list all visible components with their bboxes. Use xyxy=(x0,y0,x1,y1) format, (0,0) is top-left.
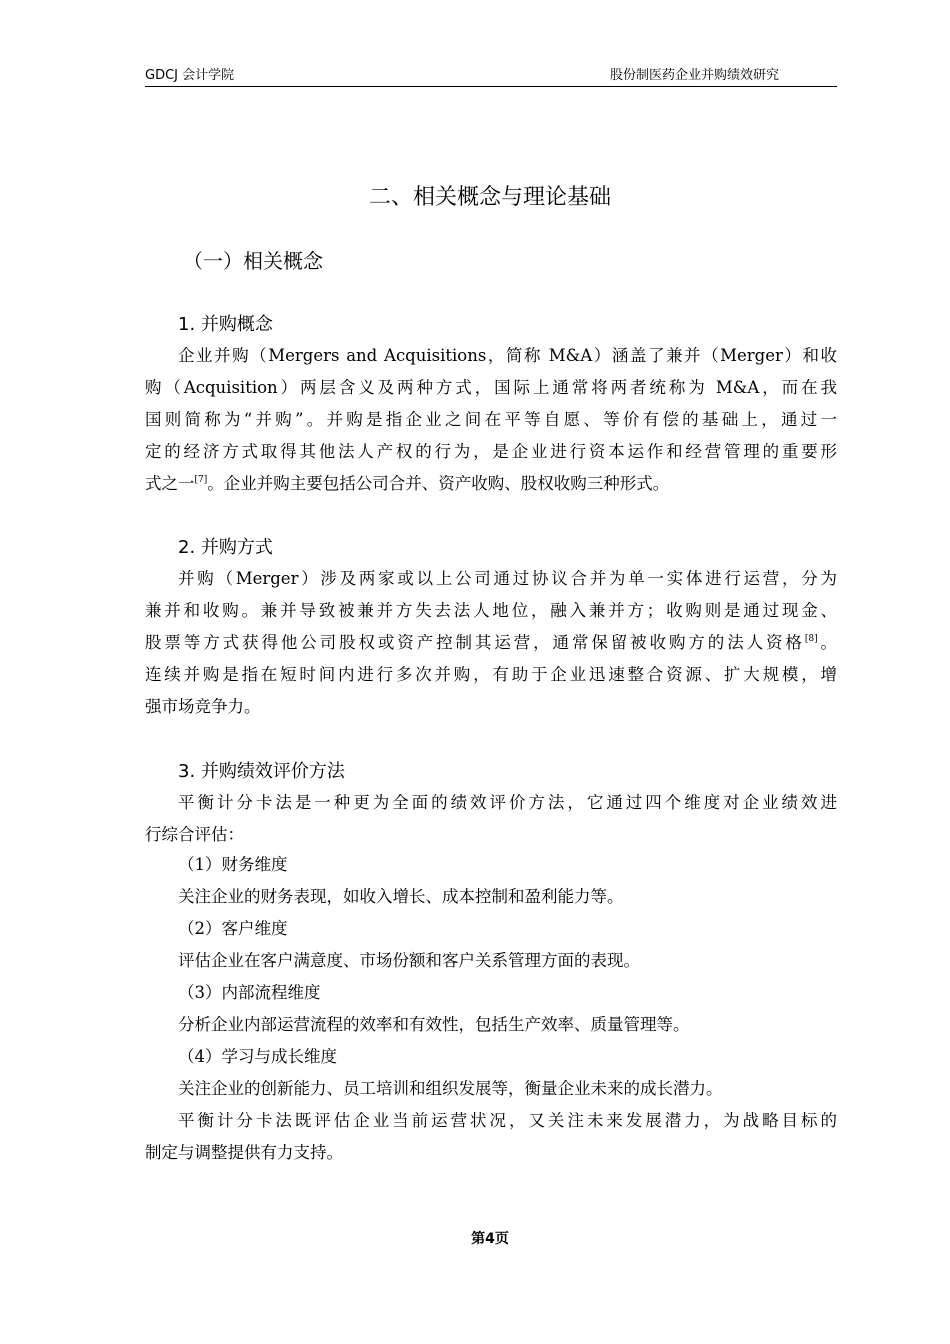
paragraph-merger-concept xyxy=(145,340,837,500)
dimension-desc: 关注企业的创新能力、员工培训和组织发展等，衡量企业未来的成长潜力。 xyxy=(178,1079,723,1098)
dimension-desc: 关注企业的财务表现，如收入增长、成本控制和盈利能力等。 xyxy=(178,887,624,906)
paragraph-bsc-closing xyxy=(145,1105,837,1169)
subsection-heading-1: 1. 并购概念 xyxy=(178,314,273,335)
paragraph-line: 制定与调整提供有力支持。 xyxy=(145,1143,343,1162)
paragraph-line xyxy=(145,468,837,500)
paragraph-line: 兼并和收购。兼并导致被兼并方失去法人地位，融入兼并方；收购则是通过现金、 xyxy=(145,601,837,620)
citation-ref: [8] xyxy=(804,634,818,644)
header-divider xyxy=(145,86,837,87)
paragraph-merger-methods xyxy=(145,563,837,723)
paragraph-line: 平衡计分卡法既评估企业当前运营状况，又关注未来发展潜力，为战略目标的 xyxy=(178,1111,837,1130)
dimension-label: （3）内部流程维度 xyxy=(178,983,321,1002)
paragraph-line xyxy=(145,627,837,659)
line-text: 股票等方式获得他公司股权或资产控制其运营，通常保留被收购方的法人资格 xyxy=(145,633,805,652)
dimension-label: （1）财务维度 xyxy=(178,855,288,874)
subsection-heading-2: 2. 并购方式 xyxy=(178,537,273,558)
paragraph-line: 并购（Merger）涉及两家或以上公司通过协议合并为单一实体进行运营，分为 xyxy=(178,569,837,588)
paragraph-line: 行综合评估： xyxy=(145,825,244,844)
line-text: 式之一 xyxy=(145,474,195,493)
line-text: 。 xyxy=(817,633,838,652)
dimension-label: （2）客户维度 xyxy=(178,919,288,938)
paragraph-line: 连续并购是指在短时间内进行多次并购，有助于企业迅速整合资源、扩大规模，增 xyxy=(145,665,837,684)
line-text: 。企业并购主要包括公司合并、资产收购、股权收购三种形式。 xyxy=(207,474,670,493)
paragraph-line: 企业并购（Mergers and Acquisitions，简称 M&A）涵盖了兼并（Merger）和收 xyxy=(178,346,837,365)
header-left: GDCJ 会计学院 xyxy=(145,68,235,83)
paragraph-line: 平衡计分卡法是一种更为全面的绩效评价方法，它通过四个维度对企业绩效进 xyxy=(178,793,837,812)
paragraph-line: 购（Acquisition）两层含义及两种方式，国际上通常将两者统称为 M&A，而在我 xyxy=(145,378,837,397)
dimension-label: （4）学习与成长维度 xyxy=(178,1047,337,1066)
paragraph-line: 定的经济方式取得其他法人产权的行为，是企业进行资本运作和经营管理的重要形 xyxy=(145,442,837,461)
paragraph-line: 强市场竞争力。 xyxy=(145,697,261,716)
dimension-desc: 分析企业内部运营流程的效率和有效性，包括生产效率、质量管理等。 xyxy=(178,1015,690,1034)
dimension-desc: 评估企业在客户满意度、市场份额和客户关系管理方面的表现。 xyxy=(178,951,640,970)
section-heading: （一）相关概念 xyxy=(183,249,323,273)
paragraph-bsc-intro xyxy=(145,787,837,851)
chapter-title: 二、相关概念与理论基础 xyxy=(368,185,611,210)
paragraph-line: 国则简称为“并购”。并购是指企业之间在平等自愿、等价有偿的基础上，通过一 xyxy=(145,410,837,429)
subsection-heading-3: 3. 并购绩效评价方法 xyxy=(178,761,345,782)
citation-ref: [7] xyxy=(194,475,208,485)
header-right: 股份制医药企业并购绩效研究 xyxy=(609,68,779,83)
page-number: 第4页 xyxy=(471,1231,509,1247)
